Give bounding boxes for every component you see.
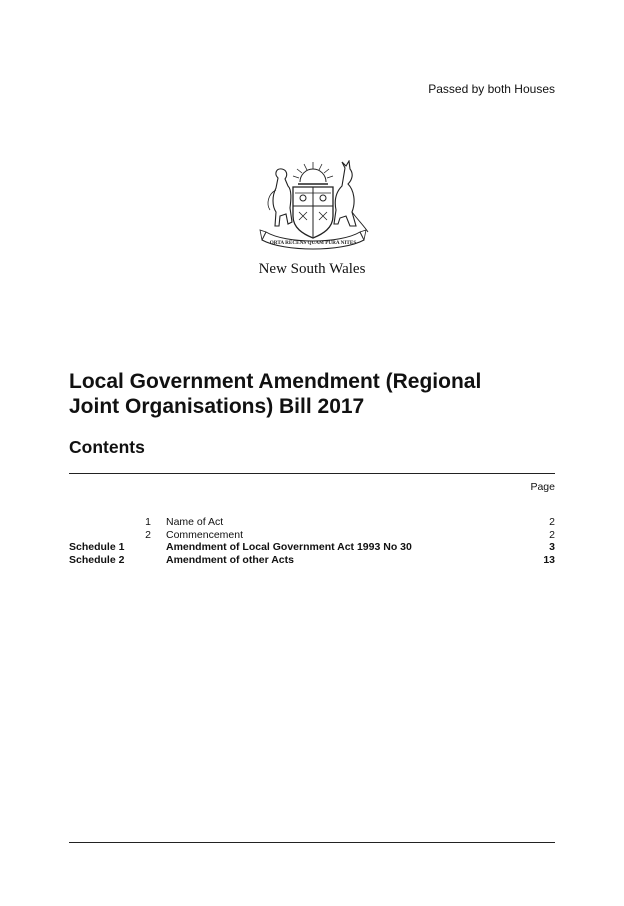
table-of-contents: [69, 516, 555, 566]
footer-rule: [69, 842, 555, 843]
passage-status: Passed by both Houses: [428, 82, 555, 96]
toc-entry-title: Amendment of Local Government Act 1993 No 30: [166, 541, 412, 553]
toc-entry-page: 2: [549, 528, 555, 541]
toc-entry-title: Name of Act: [166, 516, 224, 528]
jurisdiction-name: New South Wales: [258, 261, 366, 277]
bill-title-line-2: Joint Organisations) Bill 2017: [69, 395, 365, 418]
toc-entry-1[interactable]: [69, 516, 555, 529]
toc-entry-schedule-1[interactable]: [69, 541, 555, 554]
toc-entry-page: 2: [549, 516, 555, 528]
toc-entry-number: Schedule 2: [69, 553, 125, 566]
toc-entry-number: Schedule 1: [69, 541, 125, 553]
nsw-coat-of-arms-icon: [246, 160, 380, 252]
toc-entry-title: Commencement: [166, 528, 244, 541]
bill-title: [69, 369, 555, 419]
toc-entry-number: 2: [145, 528, 151, 541]
crest-motto: ORTA RECENS QUAM PURA NITES: [269, 240, 357, 246]
toc-entry-schedule-2[interactable]: [69, 554, 555, 567]
toc-entry-number: 1: [145, 516, 151, 528]
contents-top-rule: [69, 473, 555, 474]
toc-entry-title: Amendment of other Acts: [166, 553, 294, 566]
toc-entry-page: 3: [549, 541, 555, 553]
bill-title-line-1: Local Government Amendment (Regional: [69, 370, 482, 393]
contents-heading: Contents: [69, 437, 145, 457]
toc-entry-2[interactable]: [69, 529, 555, 542]
toc-entry-page: 13: [543, 553, 555, 566]
page-column-label: Page: [530, 481, 555, 493]
